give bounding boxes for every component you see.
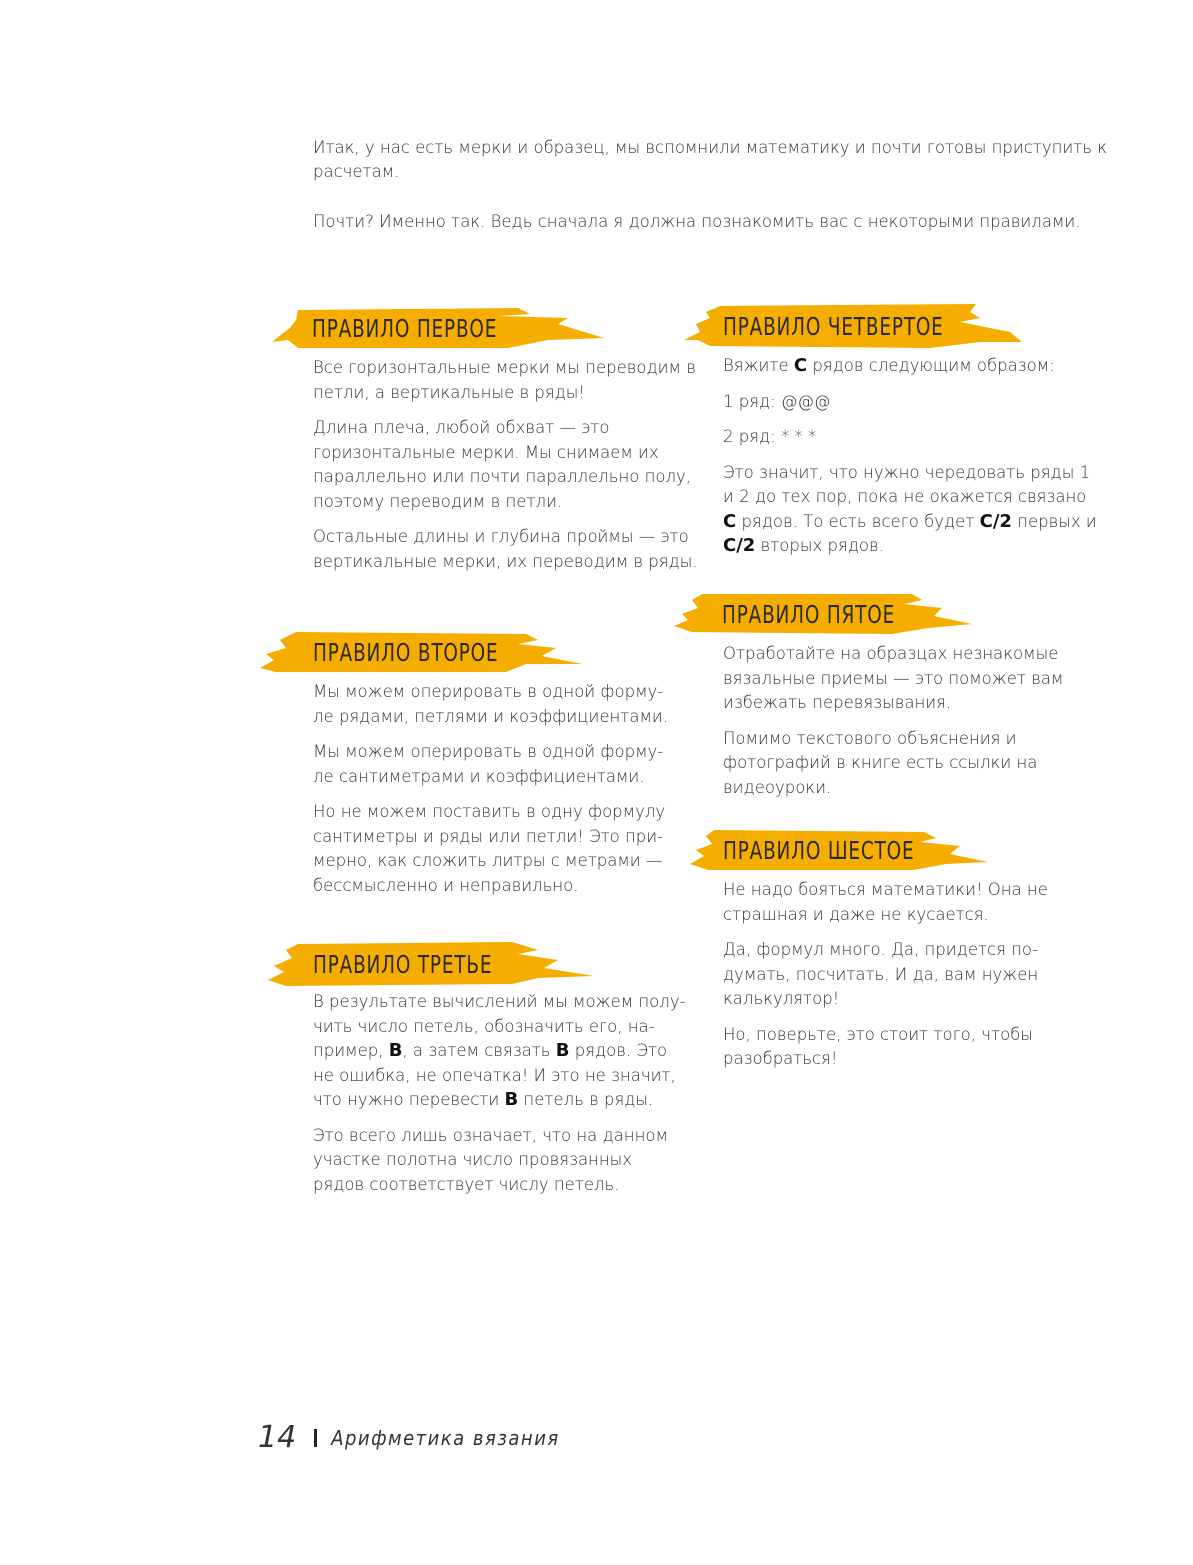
rule-banner bbox=[262, 940, 682, 986]
rule-paragraph: Помимо текстового объяснения и фотографий в книге есть ссылки на видеоуроки. bbox=[723, 728, 1038, 797]
rule-paragraph: Не надо бояться математики! Она не страшная и даже не кусается. bbox=[723, 880, 1048, 924]
rule-title: ПРАВИЛО ПЕРВОЕ bbox=[312, 314, 498, 343]
rule-paragraph: Вяжите C рядов следующим образом: bbox=[723, 355, 1055, 376]
rule-title: ПРАВИЛО ТРЕТЬЕ bbox=[313, 950, 493, 979]
page-footer bbox=[258, 1420, 560, 1455]
rule-paragraph: Все горизонтальные мерки мы переводим в петли, а вертикальные в ряды! bbox=[313, 358, 696, 402]
rule-paragraph: Остальные длины и глубина проймы — это вертикальные мерки, их переводим в ряды. bbox=[313, 527, 698, 571]
rule-first bbox=[268, 304, 698, 585]
rule-title: ПРАВИЛО ЧЕТВЕРТОЕ bbox=[723, 312, 944, 341]
intro-paragraph: Итак, у нас есть мерки и образец, мы вспомнили математику и почти готовы приступить к расчетам. bbox=[313, 138, 1108, 181]
rule-body bbox=[723, 878, 1093, 1072]
rule-paragraph: Да, формул много. Да, придется по-думать, посчитать. И да, вам нужен калькулятор! bbox=[723, 940, 1039, 1008]
rule-third bbox=[262, 940, 686, 1208]
intro-paragraph: Почти? Именно так. Ведь сначала я должна познакомить вас с некоторыми правилами. bbox=[313, 212, 1081, 231]
intro bbox=[313, 136, 1113, 234]
rule-body bbox=[723, 354, 1103, 559]
rule-fourth bbox=[680, 302, 1100, 570]
rule-paragraph: Отработайте на образцах незнакомые вязальные приемы — это поможет вам избежать перевязывания. bbox=[723, 644, 1064, 712]
rule-banner bbox=[680, 302, 1100, 348]
row-pattern: 2 ряд: * * * bbox=[723, 427, 817, 446]
rule-paragraph: Но, поверьте, это стоит того, чтобы разобраться! bbox=[723, 1024, 1033, 1068]
rule-paragraph: Это всего лишь означает, что на данном участке полотна число провязанных рядов соответствует числу петель. bbox=[313, 1125, 668, 1194]
rule-fifth bbox=[672, 590, 1092, 811]
book-title: Арифметика вязания bbox=[331, 1425, 560, 1450]
rule-paragraph: Это значит, что нужно чередовать ряды 1 и 2 до тех пор, пока не окажется связано C рядов. То есть всего будет C/2 первых и C/2 вторых рядов. bbox=[723, 462, 1097, 556]
row-pattern: 1 ряд: @@@ bbox=[723, 391, 831, 411]
rule-banner bbox=[672, 590, 1092, 636]
rule-banner bbox=[256, 628, 666, 674]
rule-paragraph: Мы можем оперировать в одной форму-ле рядами, петлями и коэффициентами. bbox=[313, 682, 669, 726]
rule-second bbox=[256, 628, 669, 909]
rule-body bbox=[723, 642, 1103, 800]
page-number: 14 bbox=[258, 1420, 297, 1455]
rule-paragraph: Длина плеча, любой обхват — это горизонтальные мерки. Мы снимаем их параллельно или почти параллельно полу, поэтому переводим в петли. bbox=[313, 418, 692, 511]
rule-paragraph: Мы можем оперировать в одной форму-ле сантиметрами и коэффициентами. bbox=[313, 742, 664, 786]
rule-body bbox=[313, 990, 688, 1197]
rule-banner bbox=[684, 826, 1104, 872]
rule-paragraph: В результате вычислений мы можем полу-чить число петель, обозначить его, на-пример, B, а затем связать B рядов. Это не ошибка, не опечатка! И это не значит, что нужно перевести B петель в ряды. bbox=[313, 992, 686, 1110]
rule-body bbox=[313, 680, 673, 898]
rule-paragraph: Но не можем поставить в одну формулу сантиметры и ряды или петли! Это при-мерно, как сложить литры с метрами — бессмысленно и неправильно. bbox=[313, 802, 666, 895]
rule-banner bbox=[268, 304, 668, 350]
rule-title: ПРАВИЛО ПЯТОЕ bbox=[722, 600, 896, 629]
rule-body bbox=[313, 356, 698, 574]
rule-title: ПРАВИЛО ШЕСТОЕ bbox=[723, 836, 915, 865]
rule-sixth bbox=[684, 826, 1104, 1083]
footer-divider bbox=[314, 1429, 317, 1447]
rule-title: ПРАВИЛО ВТОРОЕ bbox=[313, 638, 499, 667]
